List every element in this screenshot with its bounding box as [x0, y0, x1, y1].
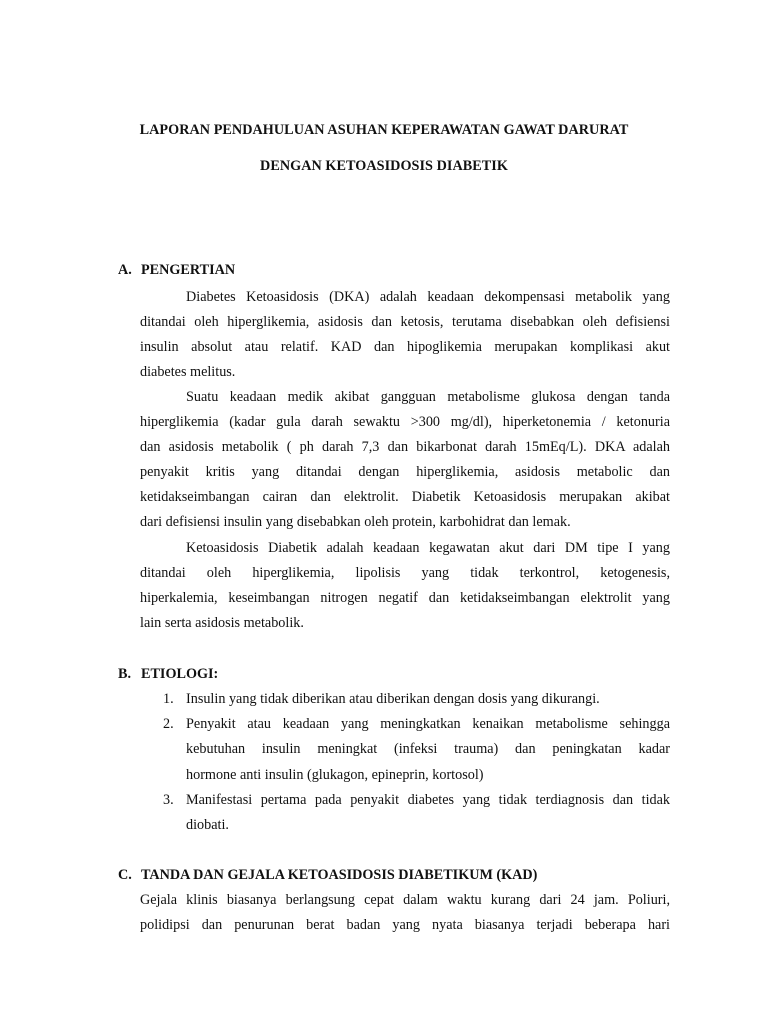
section-c-title: TANDA DAN GEJALA KETOASIDOSIS DIABETIKUM (KAD): [141, 867, 538, 883]
section-b-title: ETIOLOGI:: [141, 666, 219, 682]
paragraph-line: penyakit kritis yang ditandai dengan hiperglikemia, asidosis metabolic dan: [140, 464, 670, 480]
list-item-number: 3.: [163, 792, 174, 808]
paragraph-line: dan asidosis metabolik ( ph darah 7,3 dan bikarbonat darah 15mEq/L). DKA adalah: [140, 439, 670, 455]
paragraph-line: dari defisiensi insulin yang disebabkan oleh protein, karbohidrat dan lemak.: [140, 514, 571, 530]
list-item-text: Penyakit atau keadaan yang meningkatkan kenaikan metabolisme sehingga: [186, 716, 670, 732]
paragraph-line: hiperkalemia, keseimbangan nitrogen negatif dan ketidakseimbangan elektrolit yang: [140, 590, 670, 606]
section-a-title: PENGERTIAN: [141, 262, 236, 278]
section-c-heading: [118, 867, 537, 884]
list-item-text: hormone anti insulin (glukagon, epineprin, kortosol): [186, 767, 484, 783]
paragraph-line: Diabetes Ketoasidosis (DKA) adalah keadaan dekompensasi metabolik yang: [186, 289, 670, 305]
document-title-line-2: DENGAN KETOASIDOSIS DIABETIK: [260, 158, 508, 174]
paragraph-line: polidipsi dan penurunan berat badan yang nyata biasanya terjadi beberapa hari: [140, 917, 670, 933]
paragraph-line: Gejala klinis biasanya berlangsung cepat dalam waktu kurang dari 24 jam. Poliuri,: [140, 892, 670, 908]
list-item-text: kebutuhan insulin meningkat (infeksi trauma) dan peningkatan kadar: [186, 741, 670, 757]
section-a-letter: A.: [118, 262, 132, 278]
list-item-number: 1.: [163, 691, 174, 707]
section-a-heading: [118, 262, 235, 279]
section-b-letter: B.: [118, 666, 132, 682]
list-item-text: Manifestasi pertama pada penyakit diabetes yang tidak terdiagnosis dan tidak: [186, 792, 670, 808]
paragraph-line: ketidakseimbangan cairan dan elektrolit. Diabetik Ketoasidosis merupakan akibat: [140, 489, 670, 505]
section-c-letter: C.: [118, 867, 132, 883]
paragraph-line: hiperglikemia (kadar gula darah sewaktu >300 mg/dl), hiperketonemia / ketonuria: [140, 414, 670, 430]
list-item-number: 2.: [163, 716, 174, 732]
list-item-text: Insulin yang tidak diberikan atau diberikan dengan dosis yang dikurangi.: [186, 691, 600, 707]
paragraph-line: diabetes melitus.: [140, 364, 236, 380]
paragraph-line: ditandai oleh hiperglikemia, lipolisis yang tidak terkontrol, ketogenesis,: [140, 565, 670, 581]
document-title-line-1: LAPORAN PENDAHULUAN ASUHAN KEPERAWATAN GAWAT DARURAT: [139, 122, 629, 138]
list-item-text: diobati.: [186, 817, 229, 833]
paragraph-line: Ketoasidosis Diabetik adalah keadaan kegawatan akut dari DM tipe I yang: [186, 540, 670, 556]
paragraph-line: Suatu keadaan medik akibat gangguan metabolisme glukosa dengan tanda: [186, 389, 670, 405]
paragraph-line: ditandai oleh hiperglikemia, asidosis dan ketosis, terutama disebabkan oleh defisiensi: [140, 314, 670, 330]
section-b-heading: [118, 666, 218, 683]
paragraph-line: insulin absolut atau relatif. KAD dan hipoglikemia merupakan komplikasi akut: [140, 339, 670, 355]
paragraph-line: lain serta asidosis metabolik.: [140, 615, 304, 631]
